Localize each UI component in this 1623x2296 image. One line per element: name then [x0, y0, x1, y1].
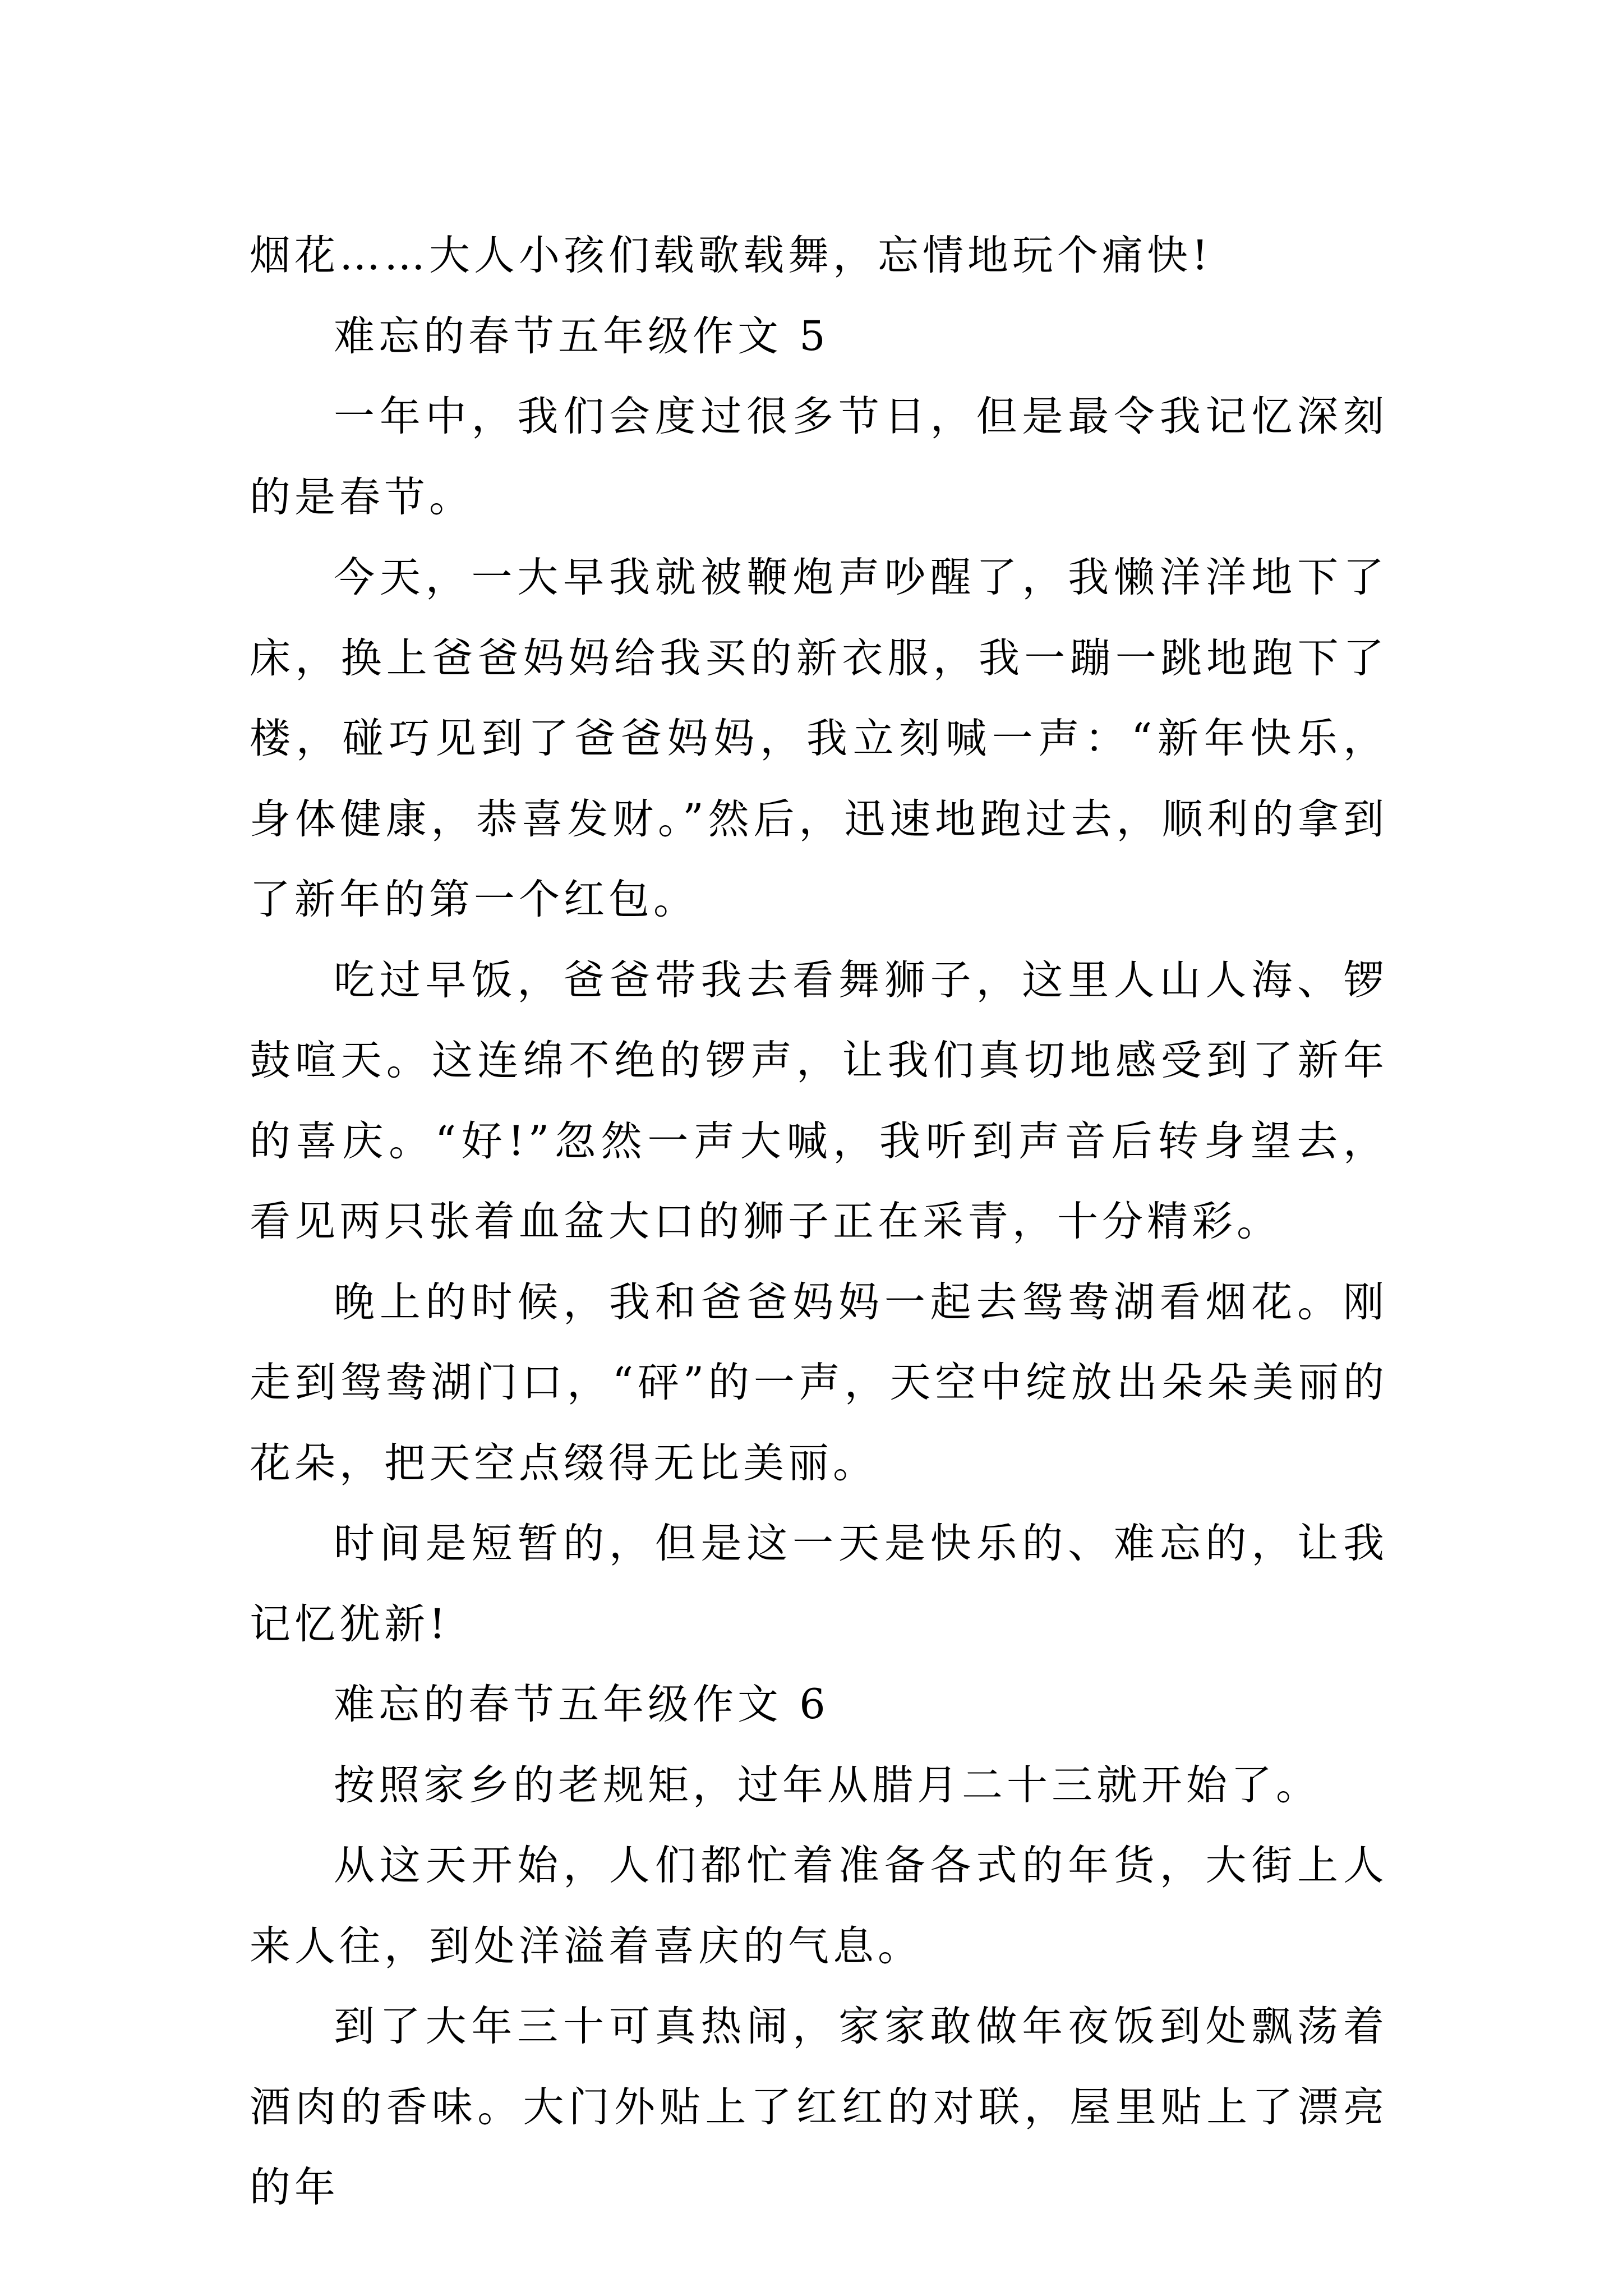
paragraph: 晚上的时候，我和爸爸妈妈一起去鸳鸯湖看烟花。刚走到鸳鸯湖门口，“砰”的一声，天空中绽放出朵朵美丽的花朵，把天空点缀得无比美丽。 — [250, 1278, 1388, 1487]
paragraph-continuation: 烟花……大人小孩们载歌载舞，忘情地玩个痛快! — [250, 232, 1212, 279]
document-body — [250, 215, 1388, 2228]
essay-heading-5: 难忘的春节五年级作文 5 — [334, 312, 829, 360]
paragraph: 时间是短暂的，但是这一天是快乐的、难忘的，让我记忆犹新! — [250, 1520, 1388, 1648]
paragraph: 吃过早饭，爸爸带我去看舞狮子，这里人山人海、锣鼓喧天。这连绵不绝的锣声，让我们真切地感受到了新年的喜庆。“好!”忽然一声大喊，我听到声音后转身望去，看见两只张着血盆大口的狮子正在采青，十分精彩。 — [250, 956, 1388, 1245]
paragraph: 到了大年三十可真热闹，家家敢做年夜饭到处飘荡着酒肉的香味。大门外贴上了红红的对联，屋里贴上了漂亮的年 — [250, 2003, 1388, 2211]
essay-heading-6: 难忘的春节五年级作文 6 — [334, 1681, 829, 1728]
paragraph: 按照家乡的老规矩，过年从腊月二十三就开始了。 — [334, 1761, 1321, 1809]
paragraph: 一年中，我们会度过很多节日，但是最令我记忆深刻的是春节。 — [250, 393, 1388, 521]
paragraph: 今天，一大早我就被鞭炮声吵醒了，我懒洋洋地下了床，换上爸爸妈妈给我买的新衣服，我一蹦一跳地跑下了楼，碰巧见到了爸爸妈妈，我立刻喊一声：“新年快乐，身体健康，恭喜发财。”然后，迅速地跑过去，顺利的拿到了新年的第一个红包。 — [250, 554, 1388, 923]
paragraph: 从这天开始，人们都忙着准备各式的年货，大街上人来人往，到处洋溢着喜庆的气息。 — [250, 1842, 1388, 1970]
